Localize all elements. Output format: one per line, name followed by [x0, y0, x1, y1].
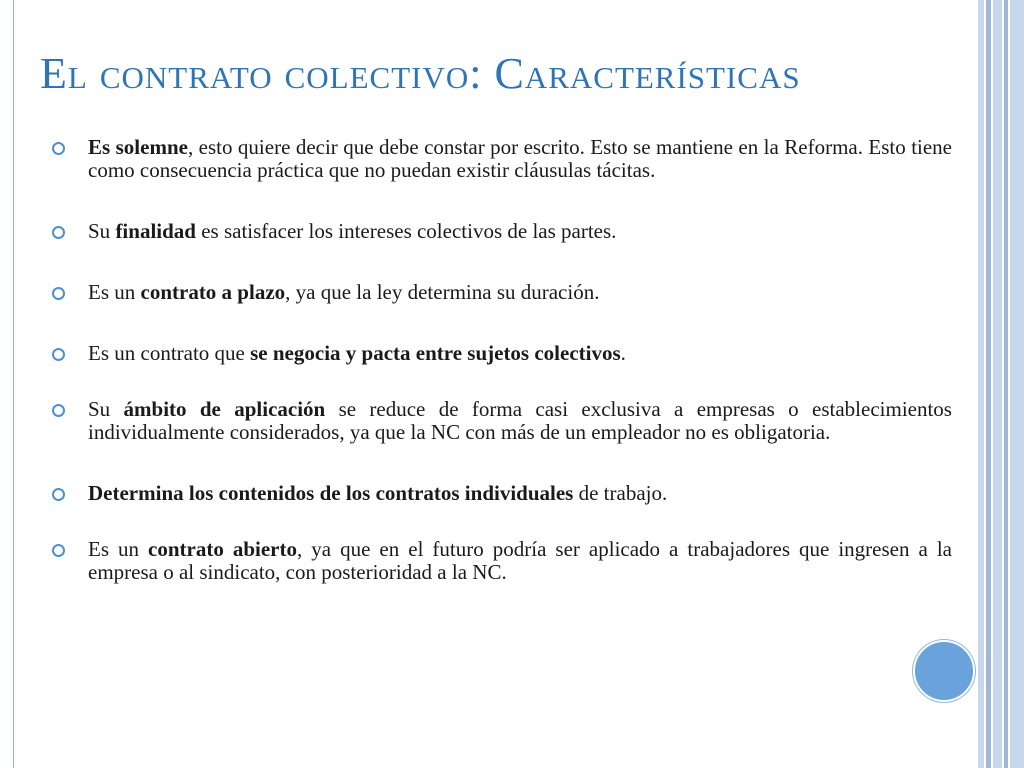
text: Su — [88, 219, 116, 243]
bullet-text — [88, 481, 667, 505]
stripe — [993, 0, 1002, 768]
bullet-item — [52, 281, 952, 304]
text: Es un contrato que — [88, 341, 251, 365]
bullet-text — [88, 397, 952, 444]
stripe — [978, 0, 984, 768]
bullet-circle-icon — [52, 404, 65, 417]
bullet-list — [52, 136, 952, 584]
bold-text: ámbito de aplicación — [123, 397, 326, 421]
bullet-item — [52, 398, 952, 444]
bullet-text — [88, 280, 599, 304]
text: , ya que la ley determina su duración. — [285, 280, 600, 304]
text: Es un — [88, 280, 141, 304]
bold-text: Es solemne — [88, 135, 188, 159]
bold-text: se negocia y pacta entre sujetos colectivos — [250, 341, 621, 365]
bullet-circle-icon — [52, 142, 65, 155]
text: . — [620, 341, 626, 365]
text: se reduce de forma casi exclusiva a empresas o establecimientos individualmente considerados, ya que la NC con más de un empleador no es obligatoria. — [88, 397, 952, 444]
text: de trabajo. — [573, 481, 668, 505]
bullet-item — [52, 538, 952, 584]
bullet-text — [88, 341, 626, 365]
text: Su — [88, 397, 124, 421]
bullet-item — [52, 342, 952, 365]
left-border-line — [13, 0, 14, 768]
decorative-circle — [913, 640, 975, 702]
bullet-text — [88, 537, 952, 584]
bullet-item — [52, 220, 952, 243]
text: es satisfacer los intereses colectivos de las partes. — [195, 219, 617, 243]
bullet-circle-icon — [52, 287, 65, 300]
bold-text: contrato a plazo — [140, 280, 286, 304]
slide-title: El contrato colectivo: Características — [40, 49, 801, 98]
text: Es un — [88, 537, 149, 561]
bullet-circle-icon — [52, 544, 65, 557]
decorative-stripes — [978, 0, 1024, 768]
bullet-circle-icon — [52, 348, 65, 361]
bold-text: contrato abierto — [148, 537, 297, 561]
bold-text: Determina los contenidos de los contratos individuales — [88, 481, 574, 505]
stripe — [986, 0, 991, 768]
text: , esto quiere decir que debe constar por escrito. Esto se mantiene en la Reforma. Esto tiene como consecuencia práctica que no puedan existir cláusulas tácitas. — [88, 135, 952, 182]
bold-text: finalidad — [115, 219, 196, 243]
bullet-text — [88, 219, 616, 243]
stripe — [1004, 0, 1008, 768]
bullet-item — [52, 482, 952, 505]
bullet-circle-icon — [52, 488, 65, 501]
bullet-text — [88, 135, 952, 182]
stripe — [1010, 0, 1024, 768]
bullet-circle-icon — [52, 226, 65, 239]
bullet-item — [52, 136, 952, 182]
text: , ya que en el futuro podría ser aplicado a trabajadores que ingresen a la empresa o al sindicato, con posterioridad a la NC. — [88, 537, 952, 584]
